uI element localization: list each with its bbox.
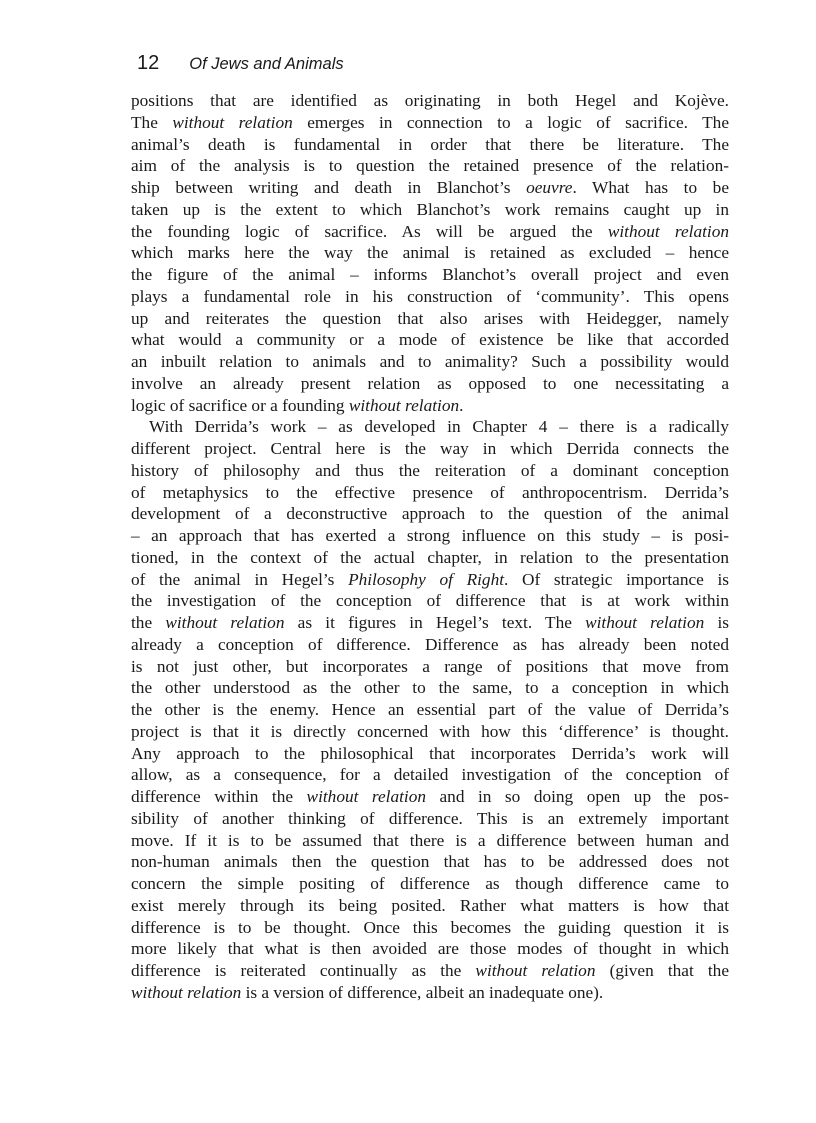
text-line <box>131 460 729 482</box>
italic-text: without relation <box>131 982 242 1002</box>
text-segment: development of a deconstructive approach to the question of the animal <box>131 504 729 524</box>
text-line <box>131 112 729 134</box>
text-segment: different project. Central here is the way in which Derrida connects the <box>131 439 729 458</box>
text-line <box>131 395 729 417</box>
text-segment: The <box>131 112 173 132</box>
text-segment: Any approach to the philosophical that incorporates Derrida’s work will <box>131 743 729 763</box>
text-segment: emerges in connection to a logic of sacrifice. The <box>292 112 729 132</box>
text-line <box>131 960 729 982</box>
text-segment: more likely that what is then avoided are those modes of thought in which <box>131 939 729 959</box>
text-segment: difference is reiterated continually as the <box>131 961 476 980</box>
text-segment: already a conception of difference. Difference as has already been noted <box>131 634 729 654</box>
text-line <box>131 221 729 243</box>
italic-text: without relation <box>348 395 460 415</box>
page-number: 12 <box>137 52 160 74</box>
text-line <box>131 677 729 699</box>
text-segment: aim of the analysis is to question the retained presence of the relation- <box>131 156 729 176</box>
text-segment: the figure of the animal – informs Blanchot’s overall project and even <box>131 265 729 284</box>
paragraph <box>131 416 729 1003</box>
text-segment: is a version of difference, albeit an inadequate one). <box>241 982 604 1002</box>
text-line <box>131 721 729 743</box>
text-line <box>131 134 729 156</box>
italic-text: without relation <box>585 613 705 632</box>
text-segment: tioned, in the context of the actual chapter, in relation to the presentation <box>131 547 729 567</box>
text-segment: . What has to be <box>572 178 729 197</box>
text-line <box>131 590 729 612</box>
running-title: Of Jews and Animals <box>189 55 344 73</box>
text-line <box>131 155 729 177</box>
text-line <box>131 743 729 765</box>
italic-text: without relation <box>475 961 596 980</box>
text-segment: – an approach that has exerted a strong influence on this study – is posi- <box>131 526 729 545</box>
text-segment: up and reiterates the question that also arises with Heidegger, namely <box>131 308 729 328</box>
text-segment: difference is to be thought. Once this becomes the guiding question it is <box>131 917 729 937</box>
text-line <box>131 264 729 286</box>
running-head <box>137 52 344 78</box>
text-line <box>131 503 729 525</box>
text-line <box>131 612 729 634</box>
text-line <box>131 938 729 960</box>
text-line <box>131 634 729 656</box>
text-segment: concern the simple positing of difference as though difference came to <box>131 874 729 893</box>
italic-text: oeuvre <box>526 178 573 197</box>
text-segment: difference within the <box>131 787 307 806</box>
text-line <box>131 547 729 569</box>
text-line <box>131 699 729 721</box>
text-segment: exist merely through its being posited. Rather what matters is how that <box>131 895 729 915</box>
text-line <box>131 177 729 199</box>
body-text <box>131 90 729 1004</box>
text-segment: . <box>459 395 464 415</box>
italic-text: without relation <box>607 221 729 241</box>
text-segment: move. If it is to be assumed that there is a difference between human and <box>131 830 729 850</box>
text-segment: involve an already present relation as opposed to one necessitating a <box>131 373 729 393</box>
text-line <box>131 329 729 351</box>
text-line <box>131 373 729 395</box>
text-segment: positions that are identified as originating in both Hegel and Kojève. <box>131 91 729 110</box>
text-line <box>131 656 729 678</box>
text-segment: an inbuilt relation to animals and to animality? Such a possibility would <box>131 352 729 371</box>
text-segment: of metaphysics to the effective presence of anthropocentrism. Derrida’s <box>131 482 729 502</box>
text-segment: what would a community or a mode of existence be like that accorded <box>131 330 729 350</box>
text-line <box>131 895 729 917</box>
text-segment: which marks here the way the animal is retained as excluded – hence <box>131 243 729 263</box>
text-line <box>131 764 729 786</box>
text-line <box>131 917 729 939</box>
text-segment: logic of sacrifice or a founding <box>131 395 349 415</box>
text-segment: non-human animals then the question that has to be addressed does not <box>131 852 729 872</box>
paragraph <box>131 90 729 416</box>
text-line <box>131 982 729 1004</box>
italic-text: without relation <box>172 112 293 132</box>
text-line <box>131 438 729 460</box>
text-line <box>131 286 729 308</box>
text-segment: and in so doing open up the pos- <box>426 787 729 806</box>
text-segment: is not just other, but incorporates a range of positions that move from <box>131 656 729 676</box>
text-segment: the other understood as the other to the same, to a conception in which <box>131 678 729 698</box>
text-segment: the other is the enemy. Hence an essential part of the value of Derrida’s <box>131 700 729 719</box>
text-line <box>131 851 729 873</box>
text-segment: . Of strategic importance is <box>504 569 729 589</box>
italic-text: Philosophy of Right <box>348 569 505 589</box>
text-segment: taken up is the extent to which Blanchot’s work remains caught up in <box>131 199 729 219</box>
text-segment: the <box>131 613 166 632</box>
text-segment: as it figures in Hegel’s text. The <box>284 613 586 632</box>
text-segment: With Derrida’s work – as developed in Chapter 4 – there is a radically <box>149 417 729 437</box>
text-line <box>131 351 729 373</box>
text-line <box>131 308 729 330</box>
text-segment: the investigation of the conception of difference that is at work within <box>131 591 729 611</box>
text-line <box>131 90 729 112</box>
text-segment: animal’s death is fundamental in order that there be literature. The <box>131 134 729 154</box>
italic-text: without relation <box>306 787 426 806</box>
text-segment: the founding logic of sacrifice. As will be argued the <box>131 221 608 241</box>
text-segment: ship between writing and death in Blanchot’s <box>131 178 527 197</box>
text-segment: plays a fundamental role in his construction of ‘community’. This opens <box>131 286 729 306</box>
text-line <box>131 569 729 591</box>
text-line <box>131 482 729 504</box>
text-segment: history of philosophy and thus the reiteration of a dominant conception <box>131 460 729 480</box>
text-line <box>131 830 729 852</box>
text-line <box>131 242 729 264</box>
italic-text: without relation <box>165 613 285 632</box>
text-segment: project is that it is directly concerned with how this ‘difference’ is thought. <box>131 721 729 741</box>
text-segment: sibility of another thinking of difference. This is an extremely important <box>131 808 729 828</box>
text-segment: is <box>704 613 729 632</box>
text-segment: of the animal in Hegel’s <box>131 569 349 589</box>
text-segment: (given that the <box>595 961 729 980</box>
text-line <box>131 786 729 808</box>
text-line <box>131 416 729 438</box>
text-line <box>131 525 729 547</box>
text-line <box>131 808 729 830</box>
text-line <box>131 199 729 221</box>
text-line <box>131 873 729 895</box>
text-segment: allow, as a consequence, for a detailed investigation of the conception of <box>131 765 729 785</box>
